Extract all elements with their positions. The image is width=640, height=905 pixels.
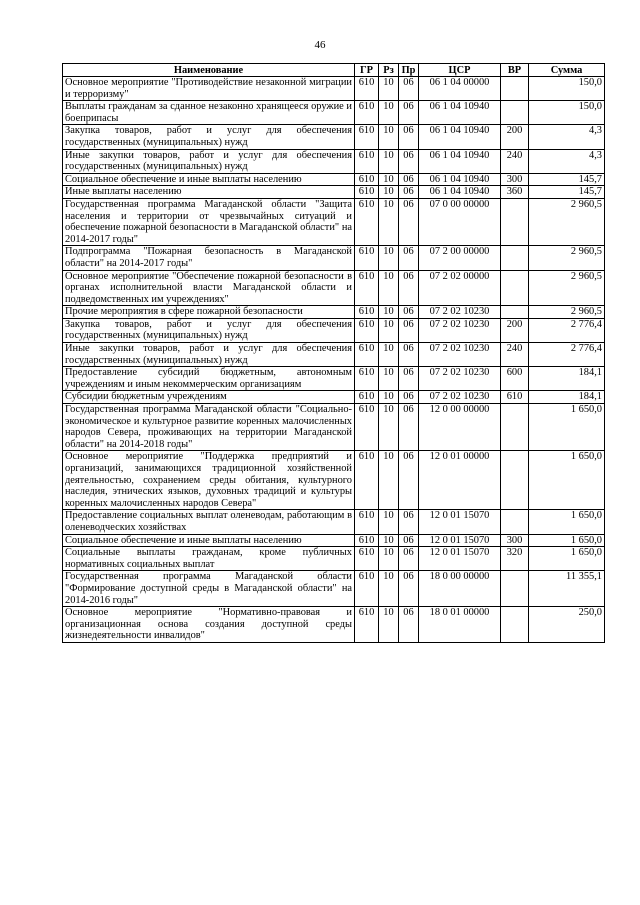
- cell-sum: 2 960,5: [529, 306, 605, 319]
- cell-sum: 145,7: [529, 173, 605, 186]
- cell-name: Основное мероприятие "Противодействие незаконной миграции и терроризму": [63, 77, 355, 101]
- cell-sum: 4,3: [529, 149, 605, 173]
- cell-sum: 1 650,0: [529, 547, 605, 571]
- cell-name: Подпрограмма "Пожарная безопасность в Магаданской области" на 2014-2017 годы": [63, 246, 355, 270]
- table-row: [63, 306, 605, 319]
- cell-rz: 10: [379, 198, 399, 245]
- cell-vr: 360: [501, 186, 529, 199]
- cell-gr: 610: [355, 391, 379, 404]
- table-row: [63, 451, 605, 510]
- table-row: [63, 510, 605, 534]
- cell-gr: 610: [355, 306, 379, 319]
- cell-csr: 07 0 00 00000: [419, 198, 501, 245]
- cell-csr: 06 1 04 00000: [419, 77, 501, 101]
- table-header-row: [63, 64, 605, 77]
- cell-sum: 145,7: [529, 186, 605, 199]
- cell-csr: 07 2 02 10230: [419, 391, 501, 404]
- cell-vr: [501, 404, 529, 451]
- cell-vr: 300: [501, 173, 529, 186]
- table-row: [63, 173, 605, 186]
- cell-name: Основное мероприятие "Нормативно-правовая и организационная основа создания доступной среды жизнедеятельности инвалидов": [63, 607, 355, 643]
- cell-name: Закупка товаров, работ и услуг для обеспечения государственных (муниципальных) нужд: [63, 318, 355, 342]
- cell-rz: 10: [379, 571, 399, 607]
- cell-rz: 10: [379, 404, 399, 451]
- cell-csr: 12 0 00 00000: [419, 404, 501, 451]
- cell-pr: 06: [399, 534, 419, 547]
- cell-vr: 300: [501, 534, 529, 547]
- cell-vr: [501, 198, 529, 245]
- cell-pr: 06: [399, 451, 419, 510]
- cell-rz: 10: [379, 101, 399, 125]
- cell-pr: 06: [399, 571, 419, 607]
- cell-csr: 12 0 01 15070: [419, 510, 501, 534]
- cell-gr: 610: [355, 607, 379, 643]
- table-row: [63, 547, 605, 571]
- table-row: [63, 198, 605, 245]
- cell-sum: 11 355,1: [529, 571, 605, 607]
- cell-name: Государственная программа Магаданской области "Формирование доступной среды в Магаданской области" на 2014-2016 годы": [63, 571, 355, 607]
- cell-rz: 10: [379, 77, 399, 101]
- cell-vr: [501, 510, 529, 534]
- cell-rz: 10: [379, 534, 399, 547]
- cell-gr: 610: [355, 270, 379, 306]
- cell-sum: 2 776,4: [529, 343, 605, 367]
- cell-pr: 06: [399, 391, 419, 404]
- cell-name: Прочие мероприятия в сфере пожарной безопасности: [63, 306, 355, 319]
- header-csr: ЦСР: [419, 64, 501, 77]
- table-row: [63, 404, 605, 451]
- cell-name: Предоставление социальных выплат оленеводам, работающим в оленеводческих хозяйствах: [63, 510, 355, 534]
- cell-csr: 06 1 04 10940: [419, 149, 501, 173]
- cell-sum: 2 776,4: [529, 318, 605, 342]
- header-pr: Пр: [399, 64, 419, 77]
- cell-pr: 06: [399, 404, 419, 451]
- cell-vr: 610: [501, 391, 529, 404]
- cell-vr: 240: [501, 343, 529, 367]
- cell-csr: 07 2 02 10230: [419, 306, 501, 319]
- cell-sum: 150,0: [529, 77, 605, 101]
- header-vr: ВР: [501, 64, 529, 77]
- cell-pr: 06: [399, 510, 419, 534]
- cell-csr: 07 2 02 10230: [419, 318, 501, 342]
- cell-gr: 610: [355, 149, 379, 173]
- cell-csr: 12 0 01 00000: [419, 451, 501, 510]
- cell-gr: 610: [355, 404, 379, 451]
- cell-sum: 1 650,0: [529, 451, 605, 510]
- cell-name: Предоставление субсидий бюджетным, автономным учреждениям и иным некоммерческим организациям: [63, 367, 355, 391]
- cell-rz: 10: [379, 186, 399, 199]
- cell-sum: 4,3: [529, 125, 605, 149]
- cell-sum: 1 650,0: [529, 404, 605, 451]
- table-row: [63, 367, 605, 391]
- cell-gr: 610: [355, 198, 379, 245]
- cell-pr: 06: [399, 607, 419, 643]
- cell-name: Иные закупки товаров, работ и услуг для обеспечения государственных (муниципальных) нужд: [63, 149, 355, 173]
- cell-name: Социальное обеспечение и иные выплаты населению: [63, 173, 355, 186]
- cell-vr: [501, 571, 529, 607]
- cell-gr: 610: [355, 246, 379, 270]
- cell-pr: 06: [399, 198, 419, 245]
- cell-csr: 07 2 00 00000: [419, 246, 501, 270]
- cell-vr: [501, 101, 529, 125]
- cell-vr: [501, 451, 529, 510]
- cell-sum: 150,0: [529, 101, 605, 125]
- cell-csr: 12 0 01 15070: [419, 534, 501, 547]
- cell-pr: 06: [399, 173, 419, 186]
- cell-gr: 610: [355, 186, 379, 199]
- cell-pr: 06: [399, 343, 419, 367]
- page-number: 46: [314, 39, 326, 51]
- cell-gr: 610: [355, 77, 379, 101]
- cell-csr: 07 2 02 10230: [419, 343, 501, 367]
- cell-name: Основное мероприятие "Обеспечение пожарной безопасности в органах исполнительной власти Магаданской области и подведомственных им учреждениях": [63, 270, 355, 306]
- cell-rz: 10: [379, 343, 399, 367]
- table-row: [63, 186, 605, 199]
- cell-vr: [501, 306, 529, 319]
- cell-pr: 06: [399, 270, 419, 306]
- cell-rz: 10: [379, 125, 399, 149]
- cell-pr: 06: [399, 246, 419, 270]
- cell-csr: 18 0 00 00000: [419, 571, 501, 607]
- cell-csr: 18 0 01 00000: [419, 607, 501, 643]
- header-sum: Сумма: [529, 64, 605, 77]
- cell-gr: 610: [355, 534, 379, 547]
- cell-gr: 610: [355, 101, 379, 125]
- cell-sum: 2 960,5: [529, 198, 605, 245]
- cell-vr: [501, 607, 529, 643]
- cell-pr: 06: [399, 149, 419, 173]
- cell-pr: 06: [399, 125, 419, 149]
- table-row: [63, 343, 605, 367]
- cell-gr: 610: [355, 125, 379, 149]
- cell-gr: 610: [355, 367, 379, 391]
- cell-pr: 06: [399, 367, 419, 391]
- cell-vr: [501, 246, 529, 270]
- cell-name: Закупка товаров, работ и услуг для обеспечения государственных (муниципальных) нужд: [63, 125, 355, 149]
- cell-pr: 06: [399, 186, 419, 199]
- table-row: [63, 318, 605, 342]
- header-gr: ГР: [355, 64, 379, 77]
- cell-sum: 2 960,5: [529, 270, 605, 306]
- cell-rz: 10: [379, 173, 399, 186]
- cell-gr: 610: [355, 571, 379, 607]
- table-row: [63, 571, 605, 607]
- cell-vr: 200: [501, 125, 529, 149]
- cell-csr: 06 1 04 10940: [419, 125, 501, 149]
- cell-csr: 06 1 04 10940: [419, 173, 501, 186]
- cell-name: Государственная программа Магаданской области "Защита населения и территории от чрезвычайных ситуаций и обеспечение пожарной безопасности в Магаданской области" на 2014-2017 годы": [63, 198, 355, 245]
- table-row: [63, 246, 605, 270]
- cell-rz: 10: [379, 246, 399, 270]
- cell-gr: 610: [355, 318, 379, 342]
- cell-csr: 07 2 02 00000: [419, 270, 501, 306]
- table-row: [63, 270, 605, 306]
- cell-pr: 06: [399, 77, 419, 101]
- cell-gr: 610: [355, 343, 379, 367]
- cell-pr: 06: [399, 306, 419, 319]
- cell-rz: 10: [379, 367, 399, 391]
- cell-vr: [501, 77, 529, 101]
- cell-sum: 184,1: [529, 391, 605, 404]
- cell-rz: 10: [379, 318, 399, 342]
- table-row: [63, 149, 605, 173]
- cell-gr: 610: [355, 451, 379, 510]
- cell-pr: 06: [399, 318, 419, 342]
- cell-gr: 610: [355, 547, 379, 571]
- cell-pr: 06: [399, 101, 419, 125]
- cell-vr: 200: [501, 318, 529, 342]
- cell-name: Социальное обеспечение и иные выплаты населению: [63, 534, 355, 547]
- cell-rz: 10: [379, 149, 399, 173]
- table-row: [63, 607, 605, 643]
- cell-name: Иные закупки товаров, работ и услуг для обеспечения государственных (муниципальных) нужд: [63, 343, 355, 367]
- cell-rz: 10: [379, 547, 399, 571]
- header-name: Наименование: [63, 64, 355, 77]
- table-row: [63, 101, 605, 125]
- table-row: [63, 77, 605, 101]
- cell-sum: 250,0: [529, 607, 605, 643]
- cell-vr: 320: [501, 547, 529, 571]
- cell-rz: 10: [379, 391, 399, 404]
- cell-gr: 610: [355, 173, 379, 186]
- table-row: [63, 391, 605, 404]
- cell-sum: 184,1: [529, 367, 605, 391]
- cell-name: Основное мероприятие "Поддержка предприятий и организаций, занимающихся традиционной хозяйственной деятельностью, сохранением среды обитания, культурного наследия, этнических языков, духовных традиций и культуры коренных малочисленных народов Севера": [63, 451, 355, 510]
- cell-rz: 10: [379, 510, 399, 534]
- cell-vr: [501, 270, 529, 306]
- header-rz: Рз: [379, 64, 399, 77]
- cell-rz: 10: [379, 270, 399, 306]
- budget-table: [62, 63, 605, 643]
- cell-name: Выплаты гражданам за сданное незаконно хранящееся оружие и боеприпасы: [63, 101, 355, 125]
- cell-rz: 10: [379, 306, 399, 319]
- cell-name: Иные выплаты населению: [63, 186, 355, 199]
- cell-name: Субсидии бюджетным учреждениям: [63, 391, 355, 404]
- cell-csr: 06 1 04 10940: [419, 101, 501, 125]
- cell-sum: 2 960,5: [529, 246, 605, 270]
- cell-csr: 12 0 01 15070: [419, 547, 501, 571]
- cell-vr: 600: [501, 367, 529, 391]
- cell-rz: 10: [379, 451, 399, 510]
- table-row: [63, 125, 605, 149]
- cell-sum: 1 650,0: [529, 510, 605, 534]
- cell-vr: 240: [501, 149, 529, 173]
- cell-csr: 06 1 04 10940: [419, 186, 501, 199]
- cell-rz: 10: [379, 607, 399, 643]
- cell-pr: 06: [399, 547, 419, 571]
- cell-name: Социальные выплаты гражданам, кроме публичных нормативных социальных выплат: [63, 547, 355, 571]
- table-body: [63, 77, 605, 643]
- table-row: [63, 534, 605, 547]
- cell-name: Государственная программа Магаданской области "Социально-экономическое и культурное развитие коренных малочисленных народов Севера, проживающих на территории Магаданской области" на 2014-2018 годы": [63, 404, 355, 451]
- cell-gr: 610: [355, 510, 379, 534]
- cell-sum: 1 650,0: [529, 534, 605, 547]
- cell-csr: 07 2 02 10230: [419, 367, 501, 391]
